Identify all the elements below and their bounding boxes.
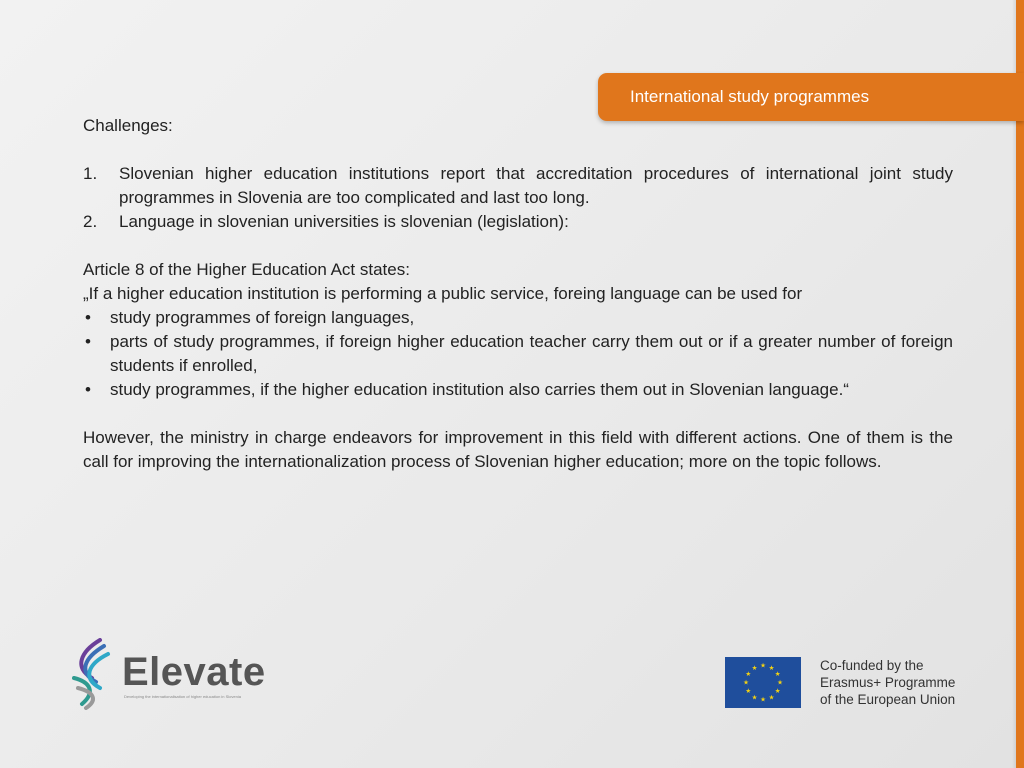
- list-item-text: study programmes of foreign languages,: [110, 308, 415, 327]
- list-item-text: parts of study programmes, if foreign higher education teacher carry them out or if a greater number of foreign students if enrolled,: [110, 332, 953, 375]
- elevate-tagline: Developing the internationalisation of higher education in Slovenia: [124, 694, 241, 699]
- list-item-text: Language in slovenian universities is slovenian (legislation):: [119, 212, 569, 231]
- list-marker: 1.: [83, 164, 98, 183]
- quote-intro: „If a higher education institution is performing a public service, foreing language can be used for: [83, 284, 803, 303]
- eu-line: Erasmus+ Programme: [820, 675, 956, 690]
- eu-line: of the European Union: [820, 692, 956, 707]
- eu-line: Co-funded by the: [820, 658, 924, 673]
- list-item: [83, 306, 953, 330]
- section-title: International study programmes: [630, 87, 870, 106]
- list-item: [83, 162, 953, 210]
- bullet-marker: •: [85, 380, 91, 399]
- eu-star-icon: ★: [777, 678, 783, 687]
- slide-body: [83, 114, 953, 474]
- eu-star-icon: ★: [768, 663, 775, 672]
- bullet-list: [83, 306, 953, 402]
- eu-star-icon: ★: [751, 663, 758, 672]
- eu-star-icon: ★: [760, 695, 766, 704]
- eu-star-icon: ★: [743, 678, 749, 687]
- closing-paragraph: However, the ministry in charge endeavors for improvement in this field with different actions. One of them is the call for improving the internationalization process of Slovenian higher education; more on the topic follows.: [83, 428, 953, 471]
- eu-star-icon: ★: [751, 693, 758, 702]
- elevate-logo: [70, 638, 270, 710]
- article-heading: Article 8 of the Higher Education Act states:: [83, 260, 410, 279]
- list-item: [83, 378, 953, 402]
- eu-star-icon: ★: [760, 661, 766, 670]
- elevate-wordmark: Elevate: [122, 650, 266, 694]
- list-item: [83, 330, 953, 378]
- elevate-swirl-icon: [70, 638, 120, 710]
- eu-star-icon: ★: [745, 670, 752, 679]
- eu-flag-icon: [725, 657, 801, 708]
- bullet-marker: •: [85, 332, 91, 351]
- bullet-marker: •: [85, 308, 91, 327]
- eu-star-icon: ★: [774, 670, 781, 679]
- list-item-text: Slovenian higher education institutions report that accreditation procedures of international joint study programmes in Slovenia are too complicated and last too long.: [119, 164, 953, 207]
- numbered-list: [83, 162, 953, 234]
- list-marker: 2.: [83, 212, 98, 231]
- eu-star-icon: ★: [774, 687, 781, 696]
- list-item-text: study programmes, if the higher education institution also carries them out in Slovenian language.“: [110, 380, 849, 399]
- eu-funding-note: [820, 657, 955, 708]
- eu-star-icon: ★: [768, 693, 775, 702]
- eu-star-icon: ★: [745, 687, 752, 696]
- challenges-heading: Challenges:: [83, 116, 173, 135]
- list-item: [83, 210, 953, 234]
